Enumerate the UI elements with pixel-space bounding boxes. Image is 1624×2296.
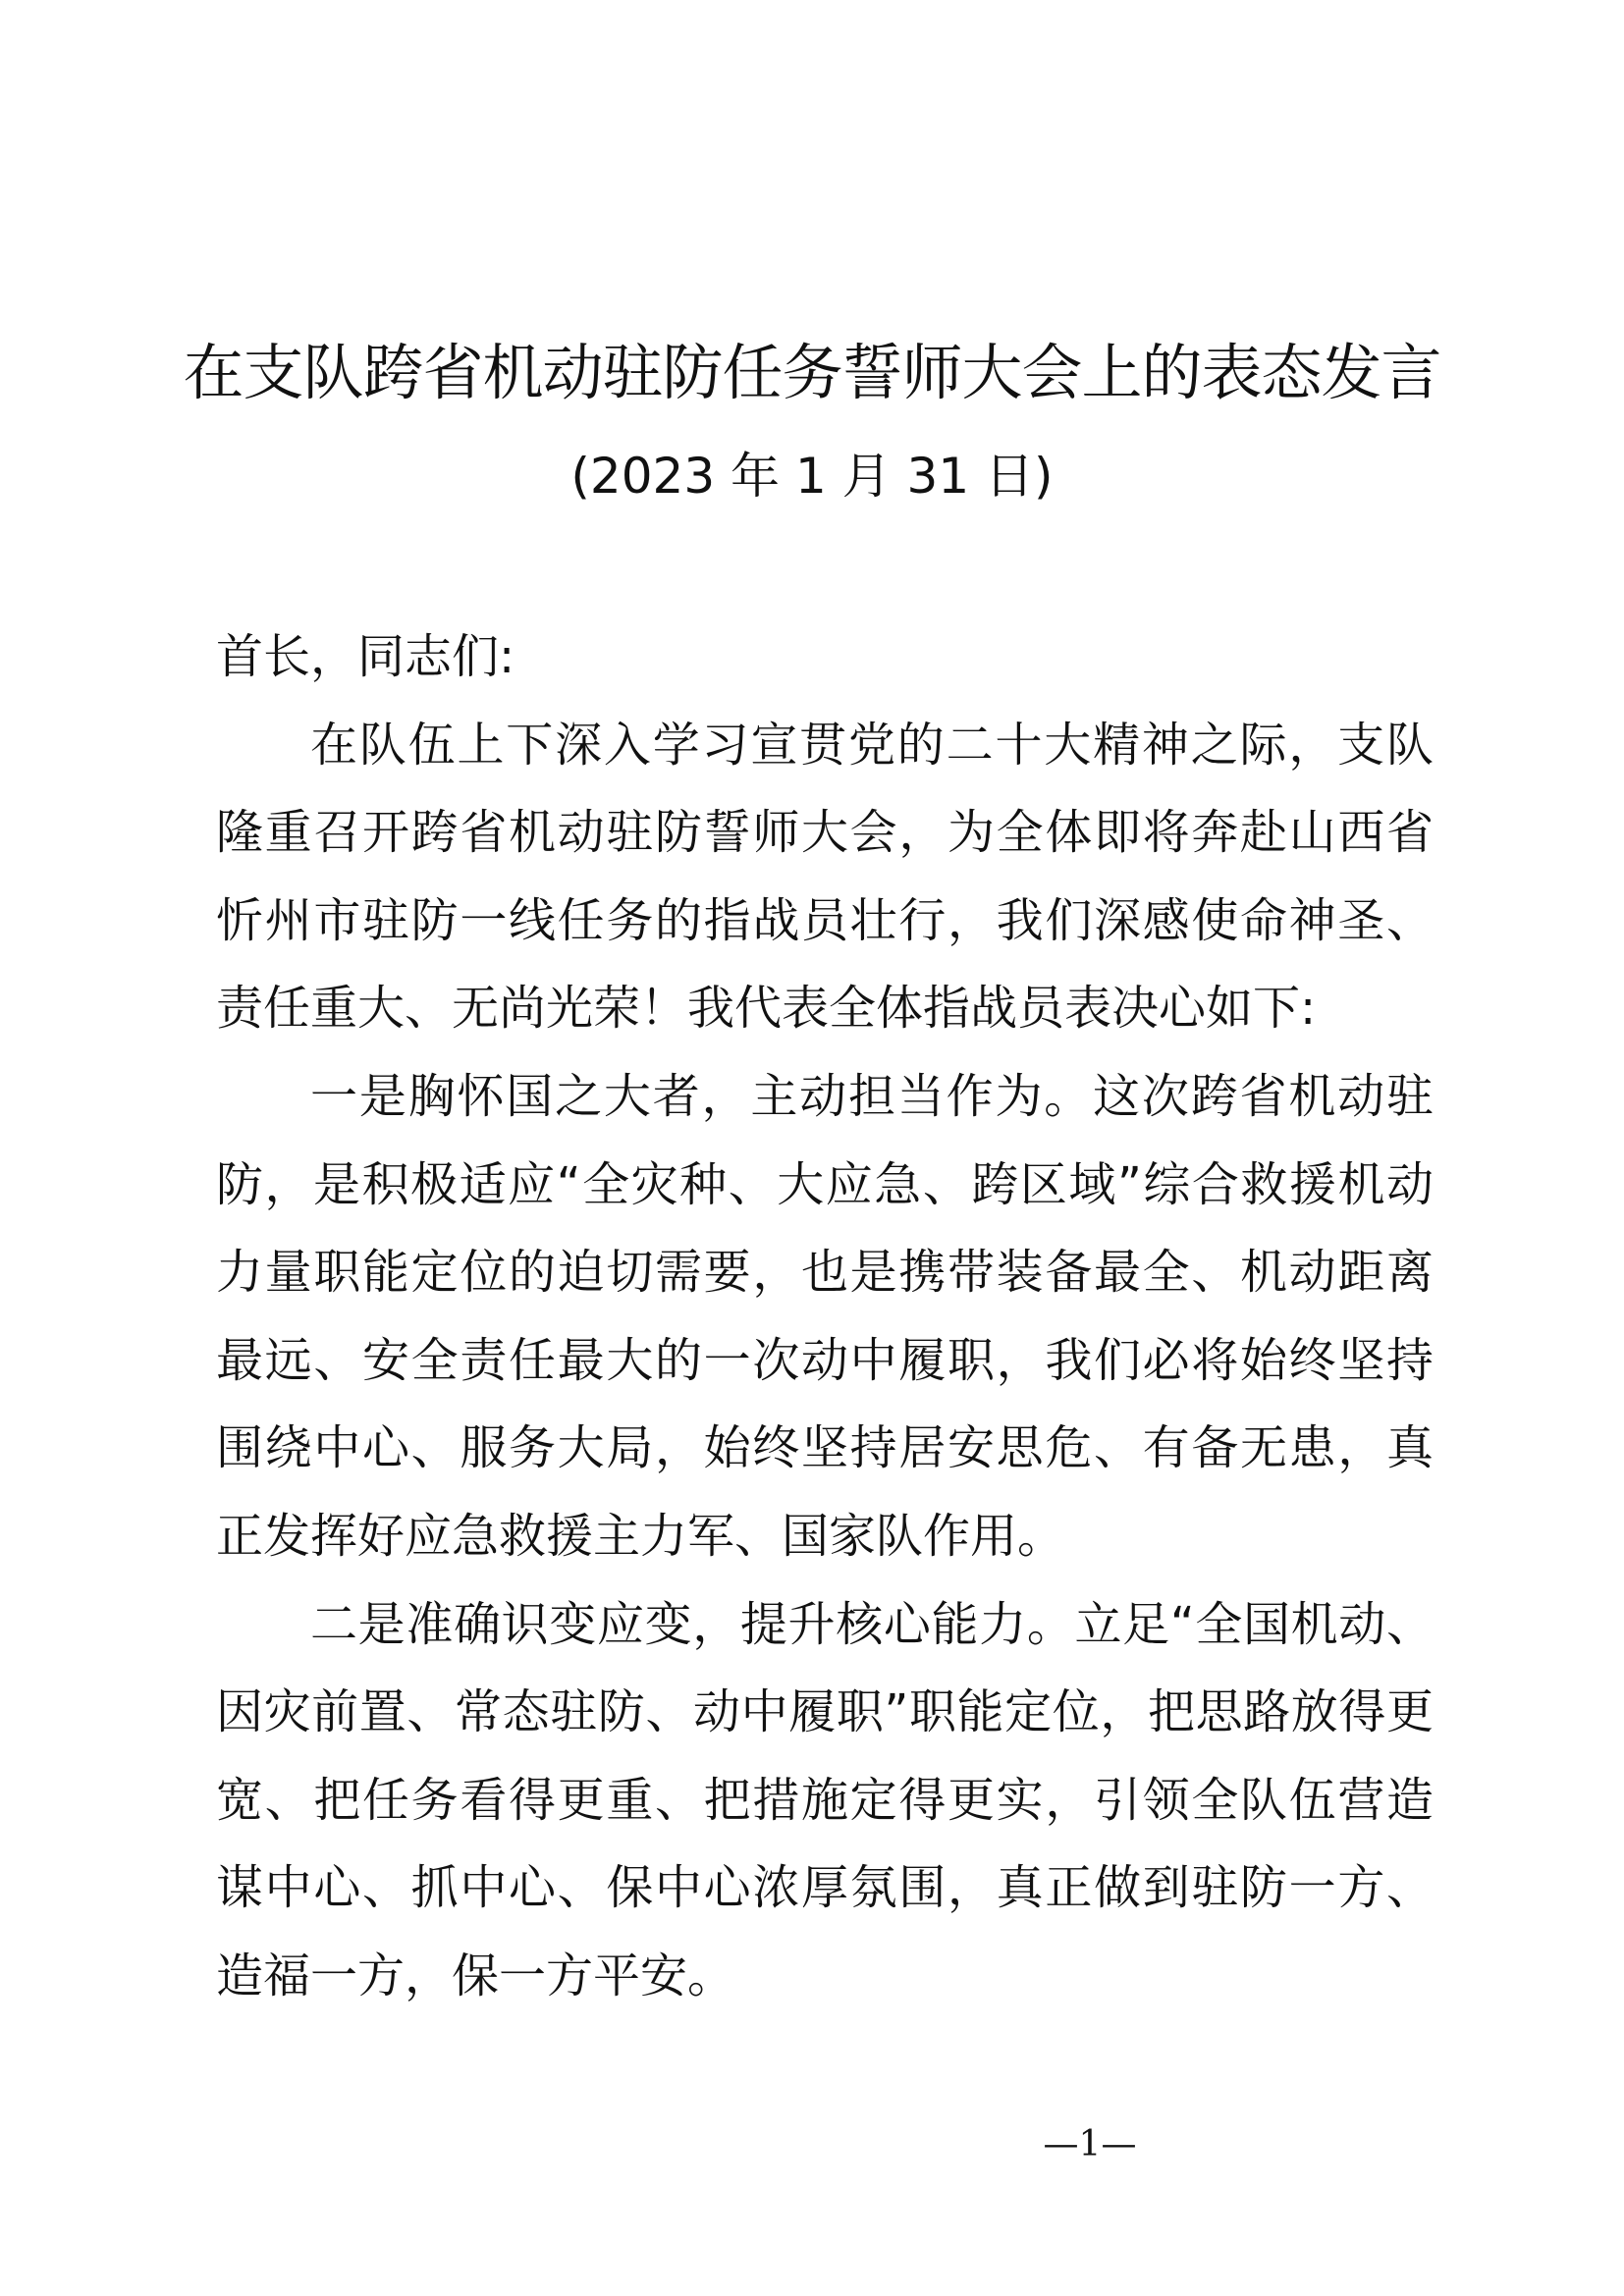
page-number: —1— xyxy=(1043,2124,1137,2164)
paragraph-point-one: 一是胸怀国之大者，主动担当作为。这次跨省机动驻防，是积极适应“全灾种、大应急、跨区域”综合救援机动力量职能定位的迫切需要，也是携带装备最全、机动距离最远、安全责任最大的一次动中履职，我们必将始终坚持围绕中心、服务大局，始终坚持居安思危、有备无患，真正发挥好应急救援主力军、国家队作用。 xyxy=(216,1068,1434,1564)
salutation: 首长，同志们: xyxy=(216,629,515,684)
paragraph-intro: 在队伍上下深入学习宣贯党的二十大精神之际，支队隆重召开跨省机动驻防誓师大会，为全体即将奔赴山西省忻州市驻防一线任务的指战员壮行，我们深感使命神圣、责任重大、无尚光荣！我代表全体指战员表决心如下: xyxy=(216,717,1434,1037)
document-title: 在支队跨省机动驻防任务誓师大会上的表态发言 xyxy=(183,337,1441,408)
document-body xyxy=(216,614,1434,2021)
document-date: (2023 年 1 月 31 日) xyxy=(570,448,1054,505)
paragraph-point-two: 二是准确识变应变，提升核心能力。立足“全国机动、因灾前置、常态驻防、动中履职”职能定位，把思路放得更宽、把任务看得更重、把措施定得更实，引领全队伍营造谋中心、抓中心、保中心浓厚氛围，真正做到驻防一方、造福一方，保一方平安。 xyxy=(216,1596,1434,2003)
